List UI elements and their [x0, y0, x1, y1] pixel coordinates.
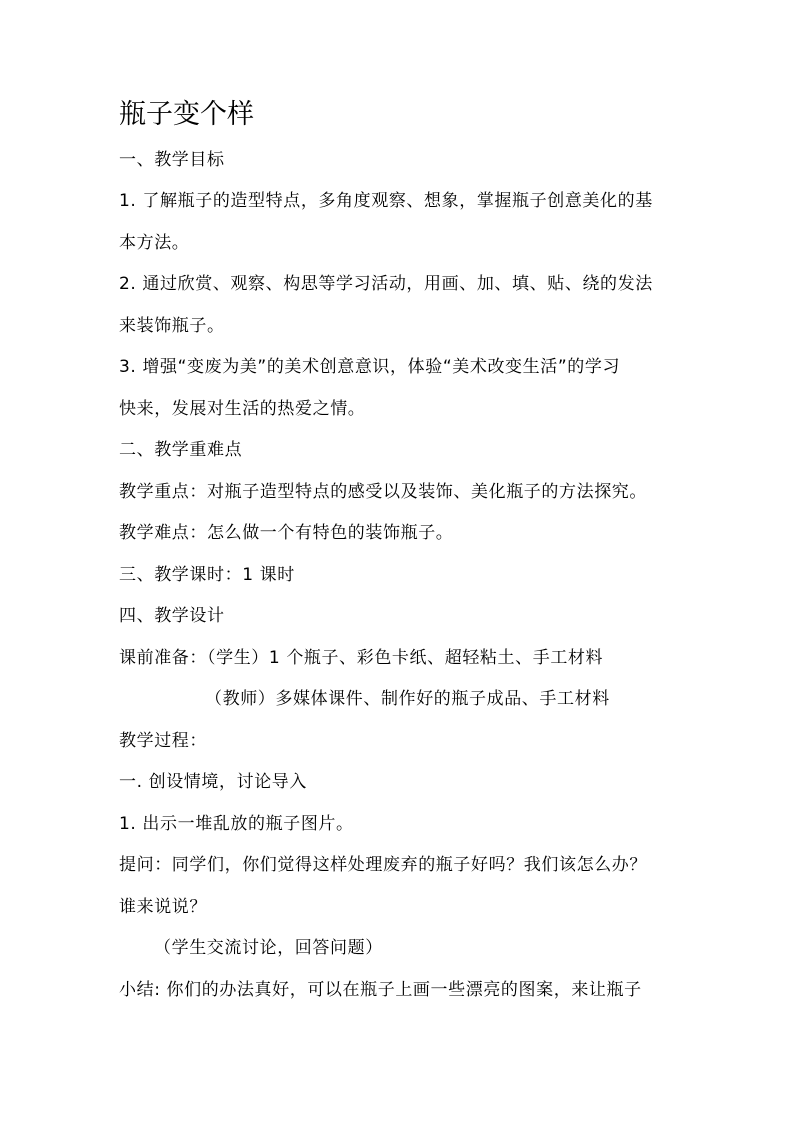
question-line-1: 提问：同学们，你们觉得这样处理废弃的瓶子好吗？我们该怎么办？	[119, 855, 647, 875]
key-point: 教学重点：对瓶子造型特点的感受以及装饰、美化瓶子的方法探究。	[119, 482, 647, 502]
objective-3-line-1: 3. 增强“变废为美”的美术创意意识，体验“美术改变生活”的学习	[119, 357, 621, 377]
step-1-heading: 一. 创设情境，讨论导入	[119, 772, 308, 792]
student-activity: （学生交流讨论，回答问题）	[154, 938, 383, 958]
question-line-2: 谁来说说？	[119, 897, 207, 917]
step-1-item-1: 1. 出示一堆乱放的瓶子图片。	[119, 814, 354, 834]
objective-3-line-2: 快来，发展对生活的热爱之情。	[119, 399, 366, 419]
objective-1-line-1: 1. 了解瓶子的造型特点，多角度观察、想象，掌握瓶子创意美化的基	[119, 191, 653, 211]
preparation-teacher: （教师）多媒体课件、制作好的瓶子成品、手工材料	[205, 689, 610, 709]
preparation-students: 课前准备：（学生）1 个瓶子、彩色卡纸、超轻粘土、手工材料	[119, 648, 604, 668]
summary-line-1: 小结: 你们的办法真好，可以在瓶子上画一些漂亮的图案，来让瓶子	[119, 980, 642, 1000]
heading-class-hours: 三、教学课时：1 课时	[119, 565, 295, 585]
objective-2-line-2: 来装饰瓶子。	[119, 316, 225, 336]
heading-teaching-process: 教学过程：	[119, 731, 207, 751]
objective-1-line-2: 本方法。	[119, 233, 190, 253]
heading-key-difficulties: 二、教学重难点	[119, 440, 243, 460]
heading-teaching-design: 四、教学设计	[119, 606, 225, 626]
objective-2-line-1: 2. 通过欣赏、观察、构思等学习活动，用画、加、填、贴、绕的发法	[119, 274, 653, 294]
document-title: 瓶子变个样	[119, 99, 254, 130]
difficult-point: 教学难点：怎么做一个有特色的装饰瓶子。	[119, 523, 454, 543]
heading-teaching-objectives: 一、教学目标	[119, 150, 225, 170]
